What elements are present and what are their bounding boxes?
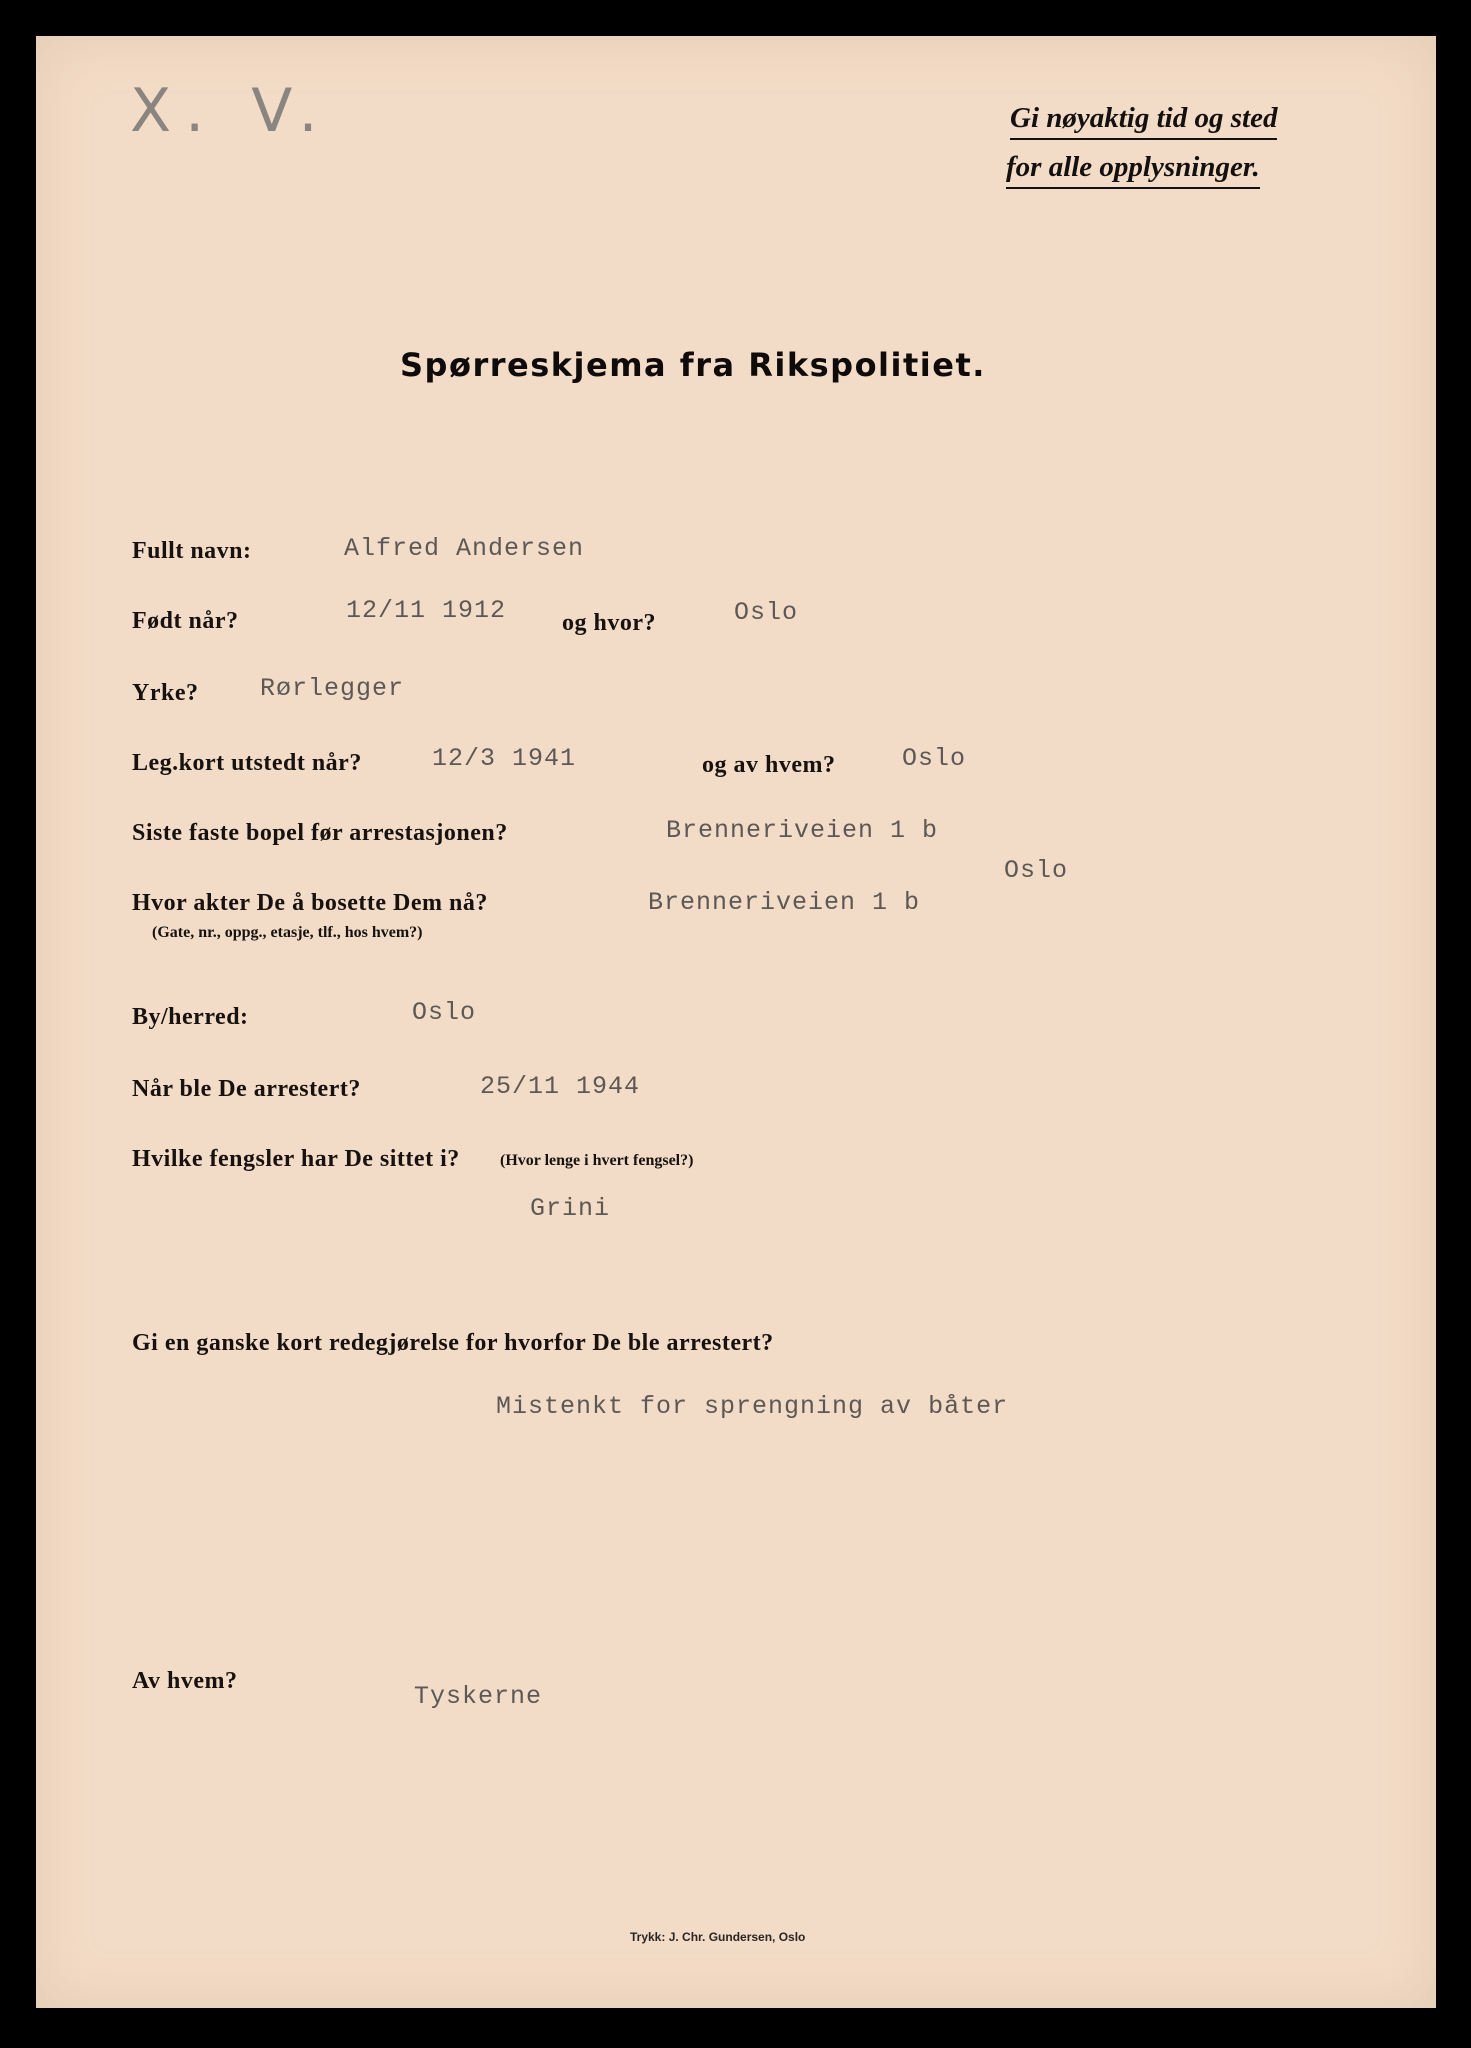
- prisons-hint: (Hvor lenge i hvert fengsel?): [500, 1152, 694, 1169]
- occupation-label: Yrke?: [132, 680, 199, 706]
- born-where-value: Oslo: [734, 598, 799, 627]
- by-whom-value: Tyskerne: [414, 1682, 543, 1711]
- reason-value: Mistenkt for sprengning av båter: [496, 1392, 1009, 1421]
- full-name-value: Alfred Andersen: [344, 534, 585, 563]
- last-address-value: Brenneriveien 1 b: [666, 816, 939, 845]
- form-title: Spørreskjema fra Rikspolitiet.: [400, 346, 986, 384]
- id-card-date-value: 12/3 1941: [432, 744, 577, 773]
- top-note-line1: Gi nøyaktig tid og sted: [1010, 102, 1277, 140]
- top-note-line2: for alle opplysninger.: [1006, 151, 1260, 189]
- prisons-label: Hvilke fengsler har De sittet i?: [132, 1146, 460, 1172]
- municipality-label: By/herred:: [132, 1004, 249, 1030]
- municipality-value: Oslo: [412, 998, 477, 1027]
- handwritten-mark: X. V.: [130, 76, 332, 146]
- id-card-by-label: og av hvem?: [702, 752, 836, 778]
- born-where-label: og hvor?: [562, 610, 656, 636]
- by-whom-label: Av hvem?: [132, 1668, 238, 1694]
- id-card-date-label: Leg.kort utstedt når?: [132, 750, 362, 776]
- last-address-label: Siste faste bopel før arrestasjonen?: [132, 820, 508, 846]
- born-when-label: Født når?: [132, 608, 239, 634]
- arrested-when-label: Når ble De arrestert?: [132, 1076, 361, 1102]
- last-address-city: Oslo: [1004, 856, 1069, 885]
- born-when-value: 12/11 1912: [346, 596, 507, 625]
- new-address-hint: (Gate, nr., oppg., etasje, tlf., hos hvem?): [152, 924, 423, 941]
- form-paper: [36, 36, 1436, 2008]
- prisons-value: Grini: [530, 1194, 611, 1223]
- new-address-label: Hvor akter De å bosette Dem nå?: [132, 890, 488, 916]
- arrested-when-value: 25/11 1944: [480, 1072, 641, 1101]
- printer-footer: Trykk: J. Chr. Gundersen, Oslo: [630, 1930, 806, 1944]
- new-address-value: Brenneriveien 1 b: [648, 888, 921, 917]
- occupation-value: Rørlegger: [260, 674, 405, 703]
- full-name-label: Fullt navn:: [132, 538, 252, 564]
- reason-label: Gi en ganske kort redegjørelse for hvorfor De ble arrestert?: [132, 1330, 774, 1356]
- id-card-by-value: Oslo: [902, 744, 967, 773]
